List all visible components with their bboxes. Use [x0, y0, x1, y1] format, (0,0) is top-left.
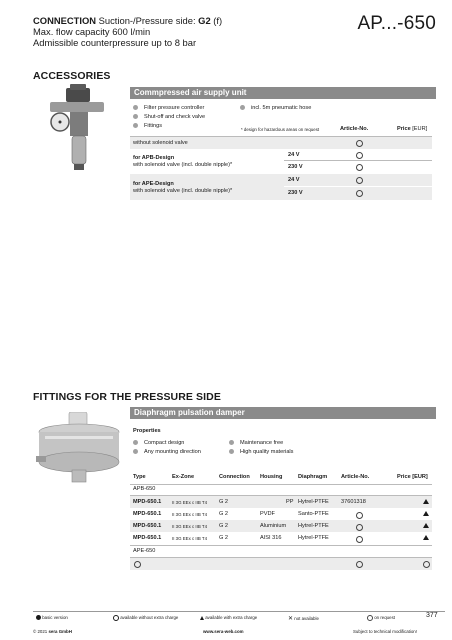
on-request-icon — [356, 561, 363, 568]
col-connection: Connection — [219, 474, 250, 480]
footer-copyright: © 2021 sera GmbH — [33, 629, 72, 634]
bullet-icon — [133, 105, 138, 110]
group-label-apb: APB-650 — [133, 486, 156, 492]
legend-divider — [33, 611, 445, 612]
on-request-icon — [367, 615, 373, 621]
feature-item: Filter pressure controller — [133, 105, 253, 112]
triangle-icon — [200, 616, 204, 620]
accessories-features-left — [133, 105, 253, 130]
diaphragm-cell: Santo-PTFE — [298, 511, 329, 517]
extra-charge-icon — [423, 523, 429, 528]
fittings-bar: Diaphragm pulsation damper — [130, 407, 436, 419]
accessories-footnote: * design for hazardous areas on request — [241, 127, 320, 132]
col-diaphragm: Diaphragm — [298, 474, 328, 480]
on-request-icon — [356, 177, 363, 184]
voltage: 24 V — [288, 152, 300, 158]
row-label: for APB-Design with solenoid valve (incl. double nipple)* — [133, 155, 233, 168]
col-article-header: Article-No. — [340, 126, 369, 132]
housing-cell: AISI 316 — [260, 535, 282, 541]
col-article: Article-No. — [341, 474, 370, 480]
header-line2: Max. flow capacity 600 l/min — [33, 26, 151, 37]
footer-url[interactable]: www.sera-web.com — [203, 629, 244, 634]
page-number: 377 — [426, 612, 438, 619]
header-line1: CONNECTION Suction-/Pressure side: G2 (f) — [33, 15, 223, 26]
feature-item: incl. 5m pneumatic hose — [240, 105, 311, 112]
bullet-icon — [240, 105, 245, 110]
accessories-title: ACCESSORIES — [33, 70, 111, 82]
table-row — [130, 558, 432, 570]
feature-item: High quality materials — [229, 449, 293, 456]
col-price: Price [EUR] — [397, 474, 428, 480]
article-cell: 37601318 — [341, 499, 366, 505]
row-label: without solenoid valve — [133, 140, 188, 146]
bullet-icon — [133, 123, 138, 128]
on-request-icon — [134, 561, 141, 568]
bullet-icon — [229, 449, 234, 454]
divider — [284, 160, 432, 161]
type-cell: MPD-650.1 — [133, 499, 162, 505]
extra-charge-icon — [423, 511, 429, 516]
group-label-ape: APE-650 — [133, 548, 156, 554]
header-line3: Admissible counterpressure up to 8 bar — [33, 37, 197, 48]
bullet-icon — [133, 440, 138, 445]
conn-cell: G 2 — [219, 511, 229, 517]
col-ex-zone: Ex-Zone — [172, 474, 195, 480]
feature-item: Shut-off and check valve — [133, 114, 253, 121]
bullet-icon — [229, 440, 234, 445]
housing-cell: Aluminium — [260, 523, 287, 529]
filled-circle-icon — [36, 615, 41, 620]
air-supply-unit-image — [48, 84, 106, 172]
row-label: for APE-Design with solenoid valve (incl. double nipple)* — [133, 181, 233, 194]
on-request-icon — [356, 140, 363, 147]
conn-cell: G 2 — [219, 523, 229, 529]
divider — [284, 186, 432, 187]
voltage: 230 V — [288, 164, 303, 170]
on-request-icon — [356, 152, 363, 159]
extra-charge-icon — [423, 535, 429, 540]
accessories-bar: Commpressed air supply unit — [130, 87, 436, 99]
ex-cell: II 3G EEx c IIB T4 — [172, 500, 208, 505]
feature-item: Maintenance free — [229, 440, 293, 447]
accessories-features-right — [240, 105, 311, 112]
fittings-title: FITTINGS FOR THE PRESSURE SIDE — [33, 391, 221, 403]
on-request-icon — [356, 536, 363, 543]
ex-cell: II 3G EEx c IIB T4 — [172, 512, 208, 517]
ex-cell: II 3G EEx c IIB T4 — [172, 536, 208, 541]
divider — [130, 484, 432, 485]
fittings-features-left — [133, 440, 201, 456]
ex-cell: II 3G EEx c IIB T4 — [172, 524, 208, 529]
type-cell: MPD-650.1 — [133, 523, 162, 529]
cross-icon: ✕ — [288, 616, 294, 622]
feature-item: Any mounting direction — [133, 449, 201, 456]
conn-cell: G 2 — [219, 499, 229, 505]
header-block — [33, 15, 222, 48]
voltage: 230 V — [288, 190, 303, 196]
housing-cell: PVDF — [260, 511, 275, 517]
divider — [130, 545, 432, 546]
on-request-icon — [356, 512, 363, 519]
legend-on-request: on request — [367, 615, 395, 621]
legend-no-charge: available without extra charge — [113, 615, 178, 621]
on-request-icon — [356, 190, 363, 197]
conn-cell: G 2 — [219, 535, 229, 541]
type-cell: MPD-650.1 — [133, 511, 162, 517]
col-type: Type — [133, 474, 146, 480]
pulsation-damper-image — [32, 412, 126, 484]
type-cell: MPD-650.1 — [133, 535, 162, 541]
feature-item: Fittings — [133, 123, 253, 130]
legend-not-available: ✕ not available — [288, 616, 319, 622]
open-circle-icon — [113, 615, 119, 621]
footer-note: Subject to technical modification! — [353, 629, 417, 634]
model-title: AP...-650 — [357, 13, 436, 34]
bullet-icon — [133, 114, 138, 119]
diaphragm-cell: Hytrel-PTFE — [298, 523, 329, 529]
col-housing: Housing — [260, 474, 283, 480]
bullet-icon — [133, 449, 138, 454]
on-request-icon — [356, 524, 363, 531]
on-request-icon — [423, 561, 430, 568]
fittings-features-right — [229, 440, 293, 456]
diaphragm-cell: Hytrel-PTFE — [298, 535, 329, 541]
legend-extra-charge: available with extra charge — [200, 615, 257, 620]
col-price-header: Price [EUR] — [397, 126, 428, 132]
housing-cell: PP — [286, 499, 294, 505]
voltage: 24 V — [288, 177, 300, 183]
legend-basic: basic version — [36, 615, 68, 620]
on-request-icon — [356, 164, 363, 171]
extra-charge-icon — [423, 499, 429, 504]
properties-label: Properties — [133, 428, 161, 434]
feature-item: Compact design — [133, 440, 201, 447]
diaphragm-cell: Hytrel-PTFE — [298, 499, 329, 505]
